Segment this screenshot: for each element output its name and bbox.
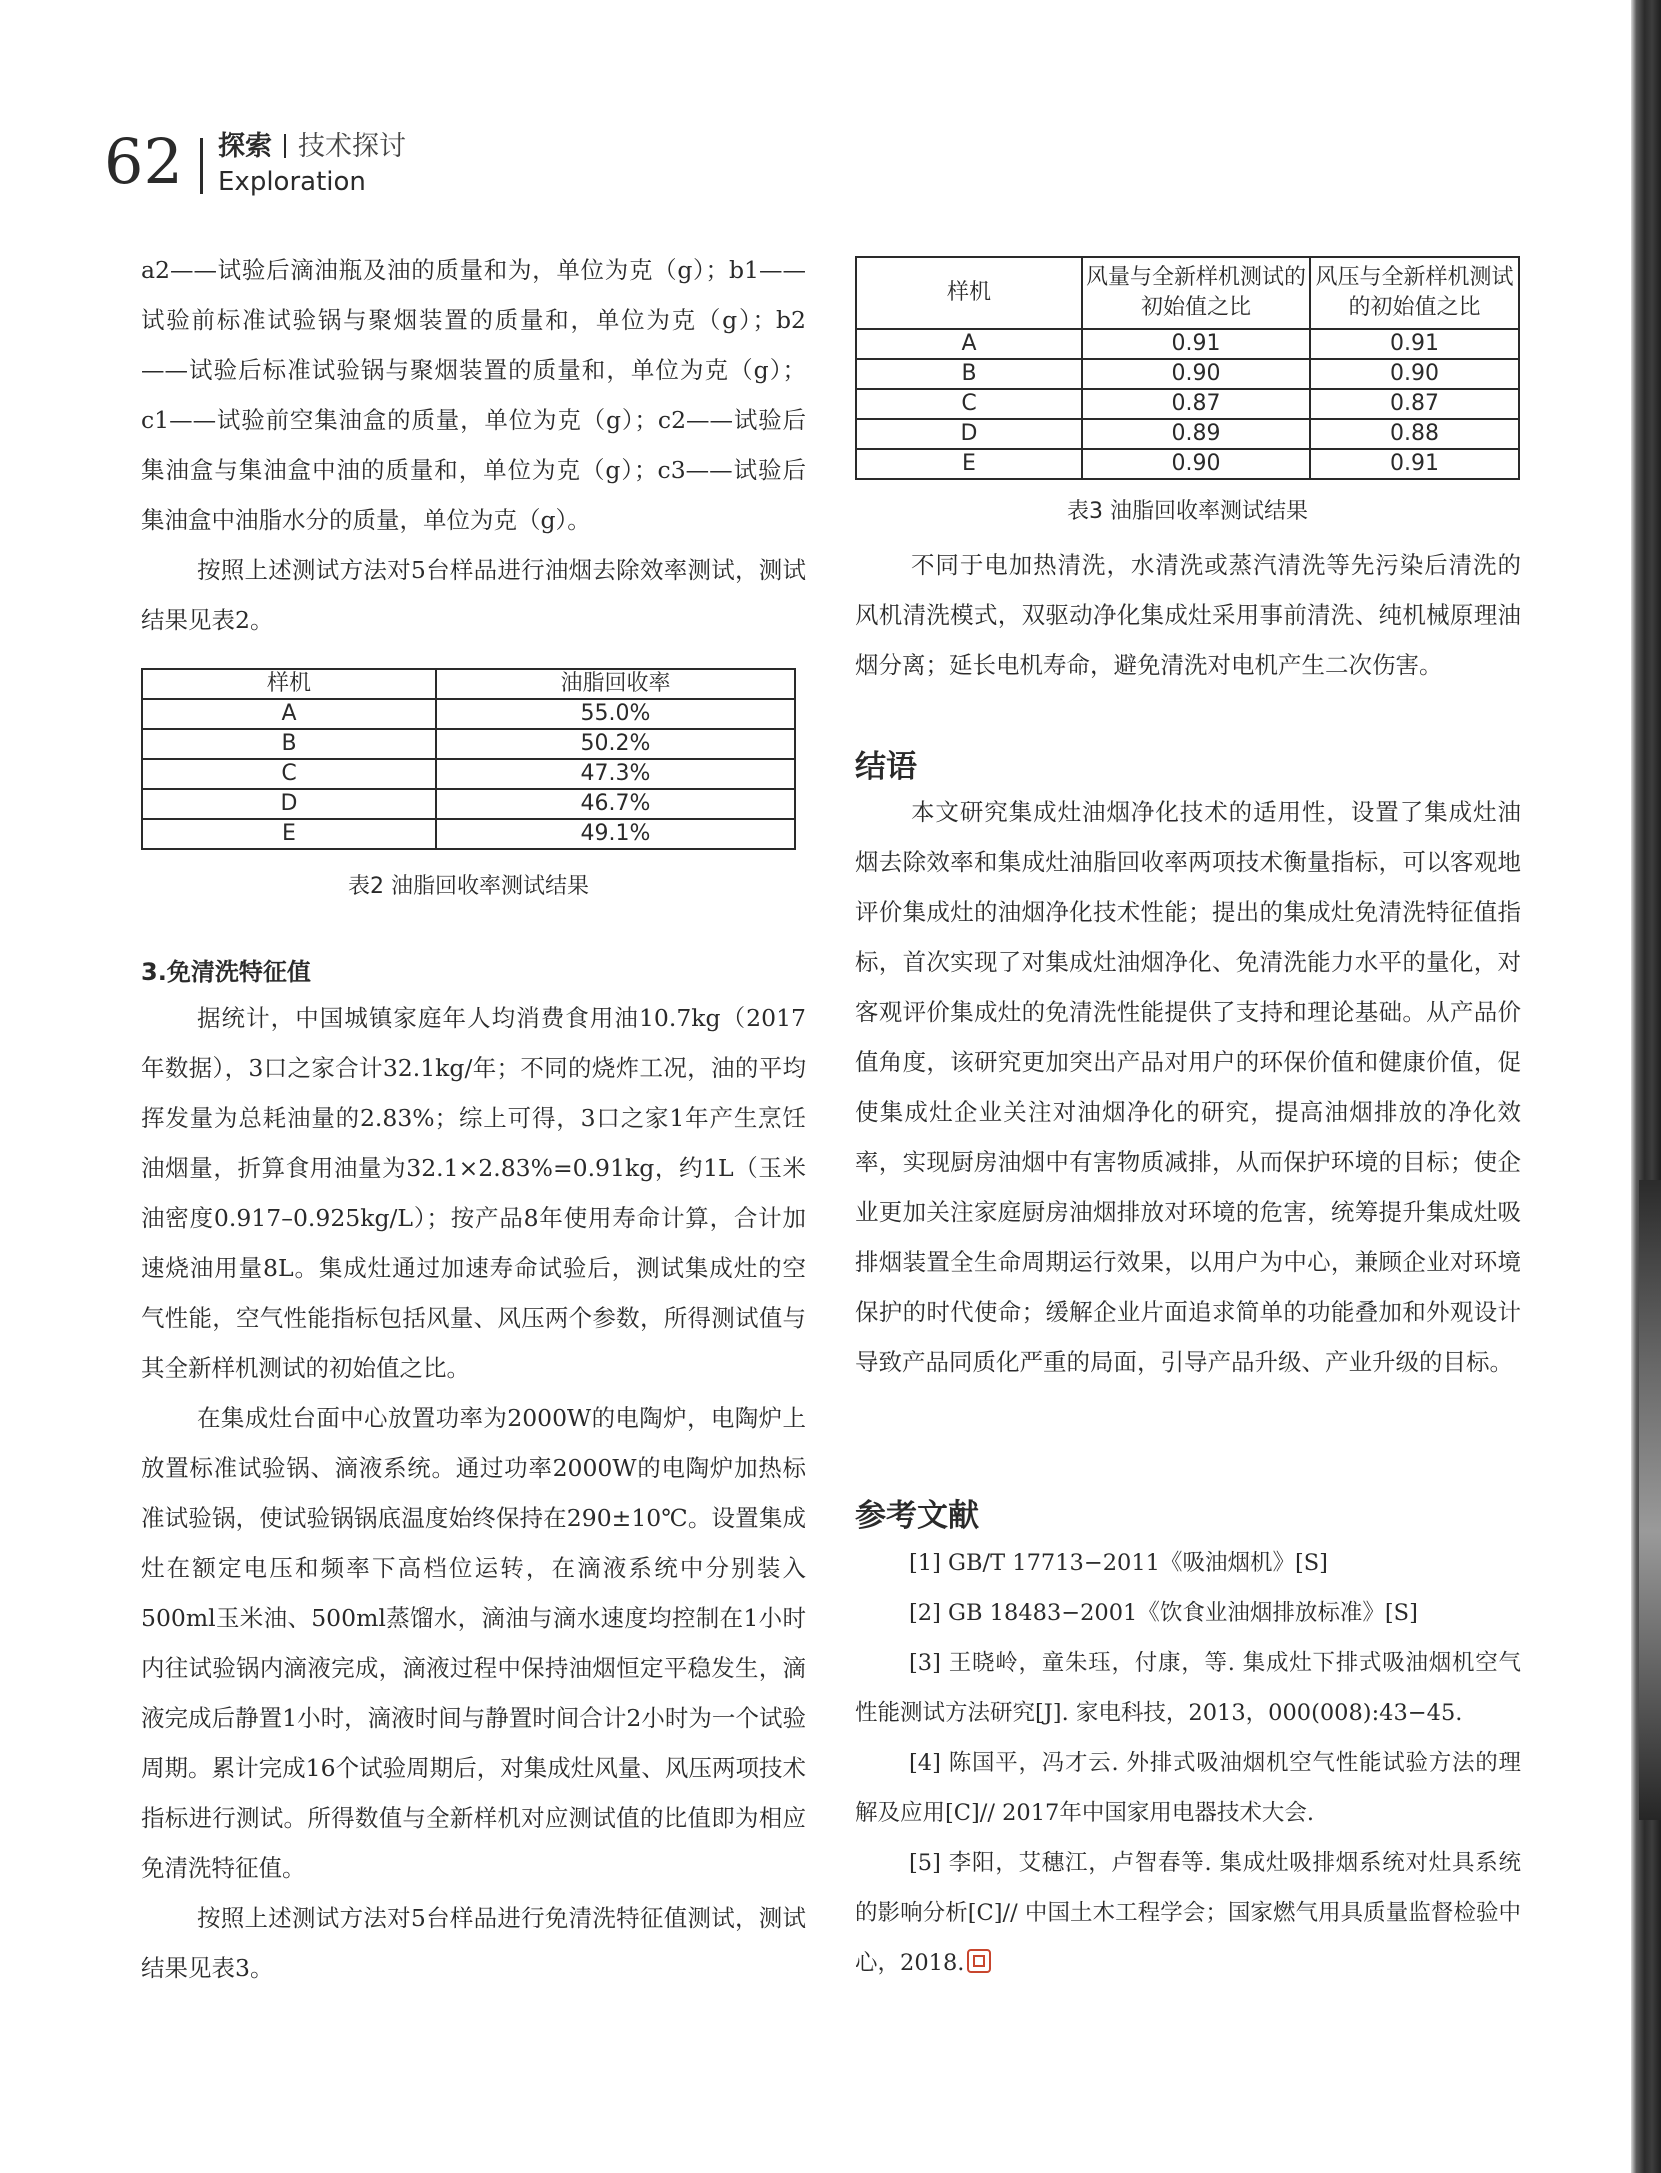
- reference-item: [3] 王晓岭，童朱珏，付康，等. 集成灶下排式吸油烟机空气性能测试方法研究[J]. 家电科技，2013，000(008):43−45.: [855, 1650, 1521, 1726]
- table-cell: 46.7%: [436, 789, 795, 819]
- table-2: [141, 668, 796, 850]
- section-heading-3: 3.免清洗特征值: [141, 958, 311, 986]
- variable-definitions: a2——试验后滴油瓶及油的质量和为，单位为克（g）；b1——试验前标准试验锅与聚烟装置的质量和，单位为克（g）；b2——试验后标准试验锅与聚烟装置的质量和，单位为克（g）；c1——试验前空集油盒的质量，单位为克（g）；c2——试验后集油盒与集油盒中油的质量和，单位为克（g）；c3——试验后集油盒中油脂水分的质量，单位为克（g）。: [141, 256, 806, 534]
- table-cell: 0.87: [1082, 389, 1310, 419]
- table-cell: B: [142, 729, 436, 759]
- table-cell: 55.0%: [436, 699, 795, 729]
- table-row: [856, 389, 1519, 419]
- page-number: 62: [104, 125, 183, 198]
- table-3-caption: 表3 油脂回收率测试结果: [1067, 499, 1308, 524]
- table-cell: 47.3%: [436, 759, 795, 789]
- paragraph-procedure: 在集成灶台面中心放置功率为2000W的电陶炉，电陶炉上放置标准试验锅、滴液系统。通过功率2000W的电陶炉加热标准试验锅，使试验锅锅底温度始终保持在290±10℃。设置集成灶在额定电压和频率下高档位运转，在滴液系统中分别装入500ml玉米油、500ml蒸馏水，滴油与滴水速度均控制在1小时内往试验锅内滴液完成，滴液过程中保持油烟恒定平稳发生，滴液完成后静置1小时，滴液时间与静置时间合计2小时为一个试验周期。累计完成16个试验周期后，对集成灶风量、风压两项技术指标进行测试。所得数值与全新样机对应测试值的比值即为相应免清洗特征值。: [141, 1404, 806, 1882]
- section-title-en: Exploration: [218, 167, 366, 197]
- paragraph-comparison: 不同于电加热清洗，水清洗或蒸汽清洗等先污染后清洗的风机清洗模式，双驱动净化集成灶采用事前清洗、纯机械原理油烟分离；延长电机寿命，避免清洗对电机产生二次伤害。: [855, 551, 1521, 679]
- page-edge-shadow: [1631, 0, 1661, 2173]
- conclusion-heading: 结语: [855, 749, 917, 785]
- table-cell: 0.88: [1310, 419, 1519, 449]
- table-header-cell: 风量与全新样机测试的初始值之比: [1082, 257, 1310, 329]
- references-heading: 参考文献: [855, 1498, 979, 1534]
- table-row: [856, 419, 1519, 449]
- reference-item: [855, 1838, 1521, 1988]
- table-row: [856, 359, 1519, 389]
- table-cell: 0.89: [1082, 419, 1310, 449]
- conclusion-text: 本文研究集成灶油烟净化技术的适用性，设置了集成灶油烟去除效率和集成灶油脂回收率两项技术衡量指标，可以客观地评价集成灶的油烟净化技术性能；提出的集成灶免清洗特征值指标，首次实现了对集成灶油烟净化、免清洗能力水平的量化，对客观评价集成灶的免清洗性能提供了支持和理论基础。从产品价值角度，该研究更加突出产品对用户的环保价值和健康价值，促使集成灶企业关注对油烟净化的研究，提高油烟排放的净化效率，实现厨房油烟中有害物质减排，从而保护环境的目标；使企业更加关注家庭厨房油烟排放对环境的危害，统筹提升集成灶吸排烟装置全生命周期运行效果，以用户为中心，兼顾企业对环境保护的时代使命；缓解企业片面追求简单的功能叠加和外观设计导致产品同质化严重的局面，引导产品升级、产业升级的目标。: [855, 798, 1521, 1376]
- reference-item: [4] 陈国平，冯才云. 外排式吸油烟机空气性能试验方法的理解及应用[C]// 2017年中国家用电器技术大会.: [855, 1750, 1521, 1826]
- section-title-row: [218, 130, 406, 164]
- table-header-cell: 样机: [142, 669, 436, 699]
- paragraph-test-method-2: 按照上述测试方法对5台样品进行免清洗特征值测试，测试结果见表3。: [141, 1904, 806, 1982]
- table-header-row: [142, 669, 795, 699]
- section-title: 探索: [218, 131, 272, 162]
- end-mark-icon: [967, 1949, 991, 1973]
- reference-item: [1] GB/T 17713−2011《吸油烟机》[S]: [909, 1550, 1328, 1576]
- reference-list: [855, 1538, 1521, 1988]
- reference-text: [5] 李阳，艾穗江，卢智春等. 集成灶吸排烟系统对灶具系统的影响分析[C]// 中国土木工程学会；国家燃气用具质量监督检验中心，2018.: [855, 1850, 1521, 1976]
- subsection-title: 技术探讨: [298, 131, 406, 162]
- table-cell: 0.87: [1310, 389, 1519, 419]
- table-cell: 0.91: [1082, 329, 1310, 359]
- table-cell: D: [856, 419, 1082, 449]
- table-cell: E: [856, 449, 1082, 479]
- table-2-caption: 表2 油脂回收率测试结果: [348, 874, 589, 899]
- table-cell: A: [142, 699, 436, 729]
- table-cell: C: [856, 389, 1082, 419]
- table-header-cell: 样机: [856, 257, 1082, 329]
- page-edge-highlight: [1639, 1180, 1661, 1820]
- table-row: [142, 729, 795, 759]
- table-header-cell: 风压与全新样机测试的初始值之比: [1310, 257, 1519, 329]
- table-cell: 0.91: [1310, 449, 1519, 479]
- table-cell: A: [856, 329, 1082, 359]
- header-divider: [200, 138, 203, 194]
- table-3: [855, 256, 1520, 480]
- table-row: [142, 699, 795, 729]
- table-cell: D: [142, 789, 436, 819]
- table-cell: 0.91: [1310, 329, 1519, 359]
- paragraph-statistics: 据统计，中国城镇家庭年人均消费食用油10.7kg（2017年数据），3口之家合计32.1kg/年；不同的烧炸工况，油的平均挥发量为总耗油量的2.83%；综上可得，3口之家1年产生烹饪油烟量，折算食用油量为32.1×2.83%=0.91kg，约1L（玉米油密度0.917–0.925kg/L）；按产品8年使用寿命计算，合计加速烧油用量8L。集成灶通过加速寿命试验后，测试集成灶的空气性能，空气性能指标包括风量、风压两个参数，所得测试值与其全新样机测试的初始值之比。: [141, 1004, 806, 1382]
- table-cell: B: [856, 359, 1082, 389]
- paragraph-test-method: 按照上述测试方法对5台样品进行油烟去除效率测试，测试结果见表2。: [141, 556, 806, 634]
- table-row: [856, 449, 1519, 479]
- table-cell: C: [142, 759, 436, 789]
- table-cell: 0.90: [1310, 359, 1519, 389]
- table-cell: 0.90: [1082, 359, 1310, 389]
- table-header-row: [856, 257, 1519, 329]
- table-header-cell: 油脂回收率: [436, 669, 795, 699]
- table-row: [142, 789, 795, 819]
- table-row: [142, 759, 795, 789]
- table-cell: 50.2%: [436, 729, 795, 759]
- reference-item: [2] GB 18483−2001《饮食业油烟排放标准》[S]: [909, 1600, 1418, 1626]
- table-row: [856, 329, 1519, 359]
- table-cell: E: [142, 819, 436, 849]
- section-separator: [284, 134, 286, 158]
- table-cell: 0.90: [1082, 449, 1310, 479]
- table-row: [142, 819, 795, 849]
- table-cell: 49.1%: [436, 819, 795, 849]
